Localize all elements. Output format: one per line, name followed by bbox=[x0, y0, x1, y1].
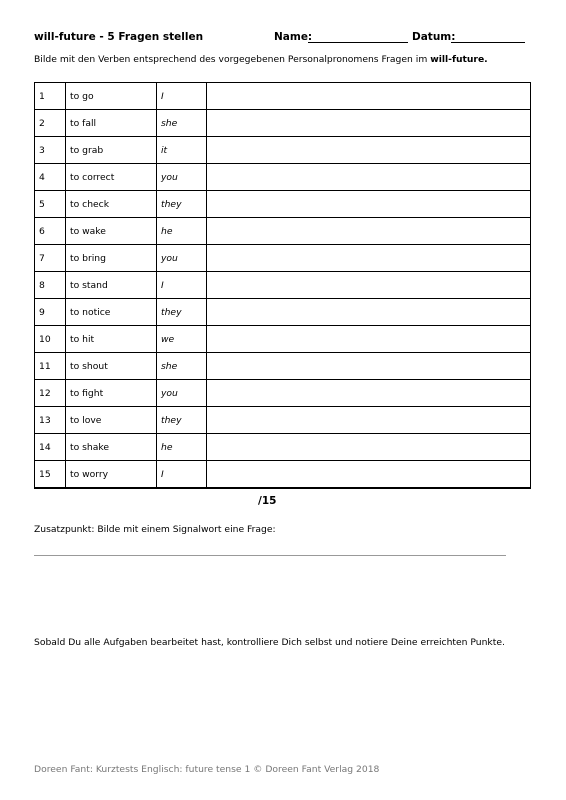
row-pronoun: he bbox=[157, 434, 207, 461]
row-verb: to correct bbox=[66, 164, 157, 191]
row-number: 4 bbox=[35, 164, 66, 191]
footer-copyright: Doreen Fant: Kurztests Englisch: future tense 1 © Doreen Fant Verlag 2018 bbox=[34, 764, 380, 775]
closing-instruction: Sobald Du alle Aufgaben bearbeitet hast, kontrolliere Dich selbst und notiere Deine erreichten Punkte. bbox=[34, 637, 505, 648]
table-row bbox=[35, 245, 531, 272]
row-answer-cell[interactable] bbox=[207, 380, 531, 407]
row-pronoun: you bbox=[157, 245, 207, 272]
name-label: Name: bbox=[274, 31, 313, 43]
row-pronoun: we bbox=[157, 326, 207, 353]
row-number: 7 bbox=[35, 245, 66, 272]
row-verb: to love bbox=[66, 407, 157, 434]
row-pronoun: they bbox=[157, 407, 207, 434]
row-answer-cell[interactable] bbox=[207, 272, 531, 299]
row-answer-cell[interactable] bbox=[207, 137, 531, 164]
row-pronoun: she bbox=[157, 353, 207, 380]
instruction-bold: will-future. bbox=[430, 54, 488, 65]
row-answer-cell[interactable] bbox=[207, 164, 531, 191]
row-verb: to go bbox=[66, 83, 157, 110]
row-pronoun: they bbox=[157, 191, 207, 218]
table-row bbox=[35, 299, 531, 326]
row-verb: to wake bbox=[66, 218, 157, 245]
table-row bbox=[35, 434, 531, 461]
instruction-text: Bilde mit den Verben entsprechend des vorgegebenen Personalpronomens Fragen im bbox=[34, 54, 431, 65]
table-row bbox=[35, 218, 531, 245]
row-verb: to fight bbox=[66, 380, 157, 407]
row-number: 1 bbox=[35, 83, 66, 110]
exercise-table bbox=[34, 82, 531, 489]
row-number: 11 bbox=[35, 353, 66, 380]
row-answer-cell[interactable] bbox=[207, 299, 531, 326]
row-answer-cell[interactable] bbox=[207, 434, 531, 461]
table-row bbox=[35, 407, 531, 434]
row-verb: to worry bbox=[66, 461, 157, 489]
extra-point-prompt: Zusatzpunkt: Bilde mit einem Signalwort eine Frage: bbox=[34, 524, 276, 535]
instruction bbox=[34, 54, 534, 65]
row-verb: to bring bbox=[66, 245, 157, 272]
row-number: 9 bbox=[35, 299, 66, 326]
row-answer-cell[interactable] bbox=[207, 407, 531, 434]
row-verb: to stand bbox=[66, 272, 157, 299]
score-total: /15 bbox=[258, 495, 277, 507]
row-number: 13 bbox=[35, 407, 66, 434]
row-verb: to shout bbox=[66, 353, 157, 380]
row-verb: to grab bbox=[66, 137, 157, 164]
row-number: 3 bbox=[35, 137, 66, 164]
row-number: 12 bbox=[35, 380, 66, 407]
table-row bbox=[35, 326, 531, 353]
row-pronoun: I bbox=[157, 83, 207, 110]
exercise-table-body bbox=[35, 83, 531, 489]
row-number: 2 bbox=[35, 110, 66, 137]
row-pronoun: you bbox=[157, 380, 207, 407]
row-number: 10 bbox=[35, 326, 66, 353]
row-pronoun: I bbox=[157, 272, 207, 299]
worksheet-header bbox=[34, 31, 534, 47]
row-verb: to fall bbox=[66, 110, 157, 137]
table-row bbox=[35, 83, 531, 110]
worksheet-title: will-future - 5 Fragen stellen bbox=[34, 31, 204, 43]
row-number: 14 bbox=[35, 434, 66, 461]
row-answer-cell[interactable] bbox=[207, 353, 531, 380]
row-answer-cell[interactable] bbox=[207, 245, 531, 272]
row-answer-cell[interactable] bbox=[207, 110, 531, 137]
row-answer-cell[interactable] bbox=[207, 461, 531, 489]
row-pronoun: he bbox=[157, 218, 207, 245]
date-line bbox=[451, 42, 525, 43]
row-verb: to shake bbox=[66, 434, 157, 461]
name-line bbox=[308, 42, 408, 43]
table-row bbox=[35, 191, 531, 218]
table-row bbox=[35, 353, 531, 380]
row-number: 6 bbox=[35, 218, 66, 245]
table-row bbox=[35, 272, 531, 299]
table-row bbox=[35, 380, 531, 407]
table-row bbox=[35, 164, 531, 191]
row-answer-cell[interactable] bbox=[207, 191, 531, 218]
row-pronoun: they bbox=[157, 299, 207, 326]
row-answer-cell[interactable] bbox=[207, 83, 531, 110]
row-answer-cell[interactable] bbox=[207, 326, 531, 353]
row-pronoun: it bbox=[157, 137, 207, 164]
row-answer-cell[interactable] bbox=[207, 218, 531, 245]
row-verb: to hit bbox=[66, 326, 157, 353]
table-row bbox=[35, 110, 531, 137]
table-row bbox=[35, 137, 531, 164]
row-pronoun: I bbox=[157, 461, 207, 489]
extra-point-answer-line bbox=[34, 555, 506, 556]
row-pronoun: you bbox=[157, 164, 207, 191]
row-number: 8 bbox=[35, 272, 66, 299]
row-number: 15 bbox=[35, 461, 66, 489]
table-row bbox=[35, 461, 531, 489]
date-label: Datum: bbox=[412, 31, 456, 43]
row-number: 5 bbox=[35, 191, 66, 218]
row-pronoun: she bbox=[157, 110, 207, 137]
row-verb: to notice bbox=[66, 299, 157, 326]
row-verb: to check bbox=[66, 191, 157, 218]
